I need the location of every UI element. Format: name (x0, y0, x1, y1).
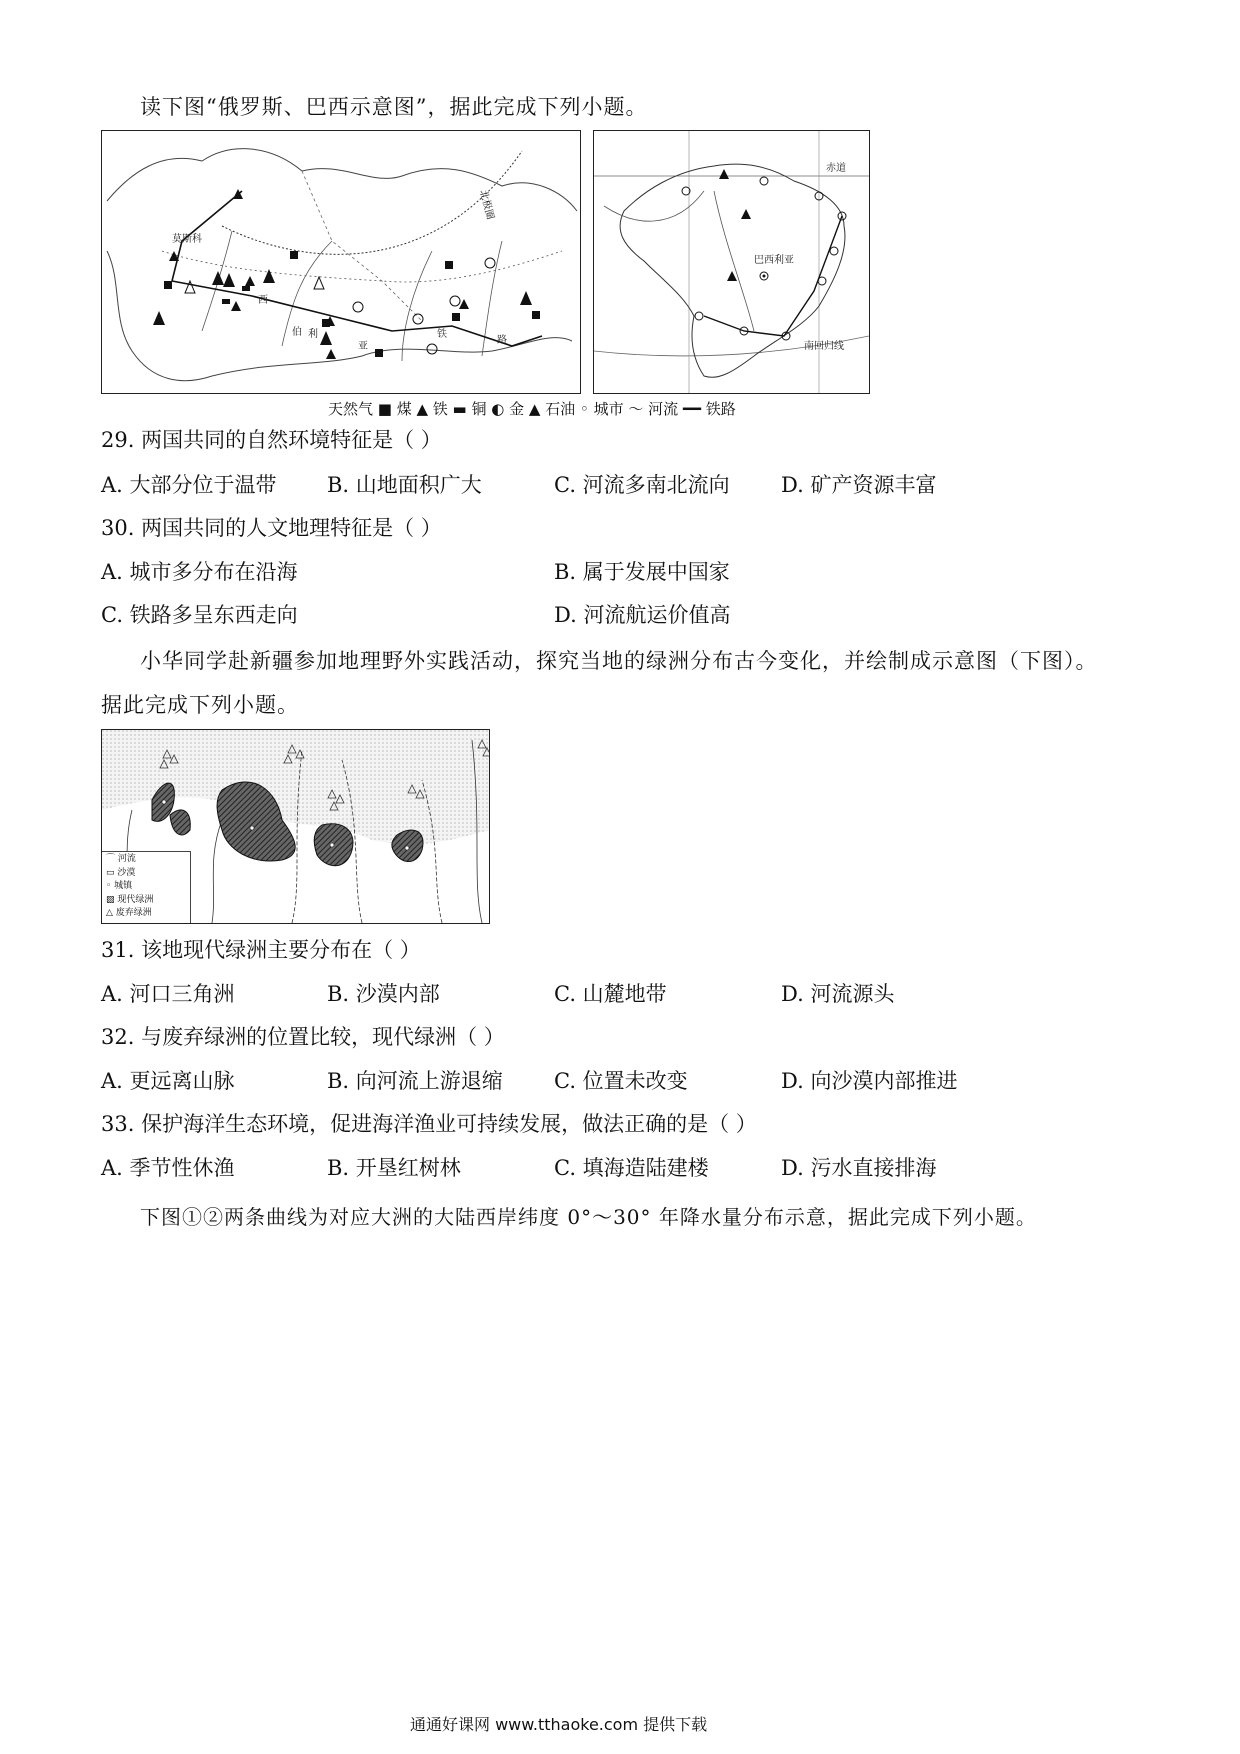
legend-desert: ▭ 沙漠 (106, 867, 136, 878)
q31-option-b: B. 沙漠内部 (327, 982, 440, 1006)
q30-option-a: A. 城市多分布在沿海 (101, 560, 298, 584)
label-bo: 伯 (292, 327, 302, 338)
q29-option-d: D. 矿产资源丰富 (781, 473, 937, 497)
q32-option-b: B. 向河流上游退缩 (327, 1069, 503, 1093)
label-ya: 亚 (358, 341, 368, 352)
map1-legend: 天然气 ■ 煤 ▲ 铁 ▬ 铜 ◐ 金 ▲ 石油 ◦ 城市 ～ 河流 ━━ 铁路 (328, 400, 736, 418)
q32-option-a: A. 更远离山脉 (101, 1069, 235, 1093)
q30-option-d: D. 河流航运价值高 (554, 603, 731, 627)
q32-option-c: C. 位置未改变 (554, 1069, 688, 1093)
label-brasilia: 巴西利亚 (754, 255, 794, 266)
q29-option-b: B. 山地面积广大 (327, 473, 482, 497)
q33-option-b: B. 开垦红树林 (327, 1156, 461, 1180)
label-moscow: 莫斯科 (172, 234, 202, 245)
q29-option-a: A. 大部分位于温带 (101, 473, 277, 497)
q29-option-c: C. 河流多南北流向 (554, 473, 730, 497)
oasis-map (101, 729, 490, 924)
label-li: 利 (308, 329, 318, 340)
q31-option-a: A. 河口三角洲 (101, 982, 235, 1006)
q30-option-b: B. 属于发展中国家 (554, 560, 730, 584)
question-30-stem: 30. 两国共同的人文地理特征是（ ） (101, 516, 442, 540)
intro-text-2b: 据此完成下列小题。 (101, 693, 299, 717)
question-29-stem: 29. 两国共同的自然环境特征是（ ） (101, 428, 442, 452)
label-arctic-circle: 北极圈 (477, 188, 496, 221)
intro-text-1: 读下图“俄罗斯、巴西示意图”，据此完成下列小题。 (140, 95, 648, 119)
footer-source: 通通好课网 www.tthaoke.com 提供下载 (410, 1715, 708, 1734)
q32-option-d: D. 向沙漠内部推进 (781, 1069, 958, 1093)
oasis-legend (102, 851, 191, 924)
q30-option-c: C. 铁路多呈东西走向 (101, 603, 298, 627)
q33-option-c: C. 填海造陆建楼 (554, 1156, 709, 1180)
q31-option-c: C. 山麓地带 (554, 982, 667, 1006)
q33-option-a: A. 季节性休渔 (101, 1156, 235, 1180)
brazil-map (593, 130, 870, 394)
label-tie: 铁 (437, 329, 447, 340)
intro-text-2: 小华同学赴新疆参加地理野外实践活动，探究当地的绿洲分布古今变化，并绘制成示意图（下图）。 (140, 649, 1098, 673)
label-xi: 西 (258, 295, 268, 306)
legend-modern-oasis: ▨ 现代绿洲 (106, 894, 154, 905)
question-32-stem: 32. 与废弃绿洲的位置比较，现代绿洲（ ） (101, 1025, 505, 1049)
q31-option-d: D. 河流源头 (781, 982, 895, 1006)
question-31-stem: 31. 该地现代绿洲主要分布在（ ） (101, 938, 421, 962)
label-equator: 赤道 (826, 163, 846, 174)
russia-map (101, 130, 581, 394)
legend-abandoned-oasis: △ 废弃绿洲 (106, 908, 152, 918)
intro-text-3: 下图①②两条曲线为对应大洲的大陆西岸纬度 0°～30° 年降水量分布示意，据此完成下列小题。 (140, 1205, 1037, 1229)
q33-option-d: D. 污水直接排海 (781, 1156, 937, 1180)
legend-river: ⌒ 河流 (106, 854, 136, 864)
label-lu: 路 (497, 335, 507, 346)
label-tropic: 南回归线 (804, 341, 844, 352)
question-33-stem: 33. 保护海洋生态环境，促进海洋渔业可持续发展，做法正确的是（ ） (101, 1112, 757, 1136)
legend-town: ◦ 城镇 (106, 881, 133, 891)
